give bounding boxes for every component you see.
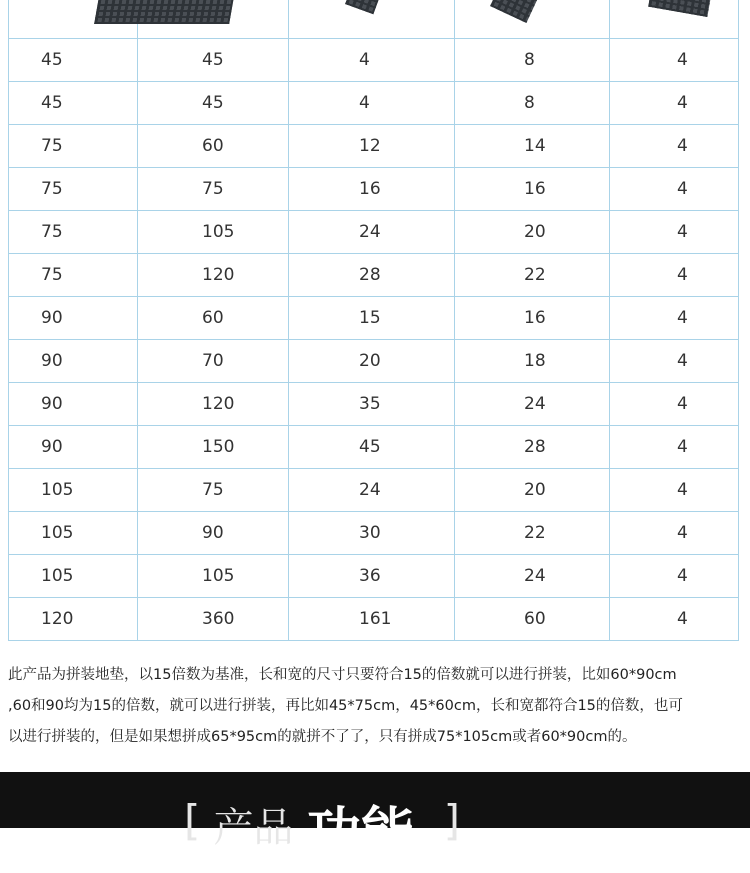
table-cell: 28 [289,254,455,297]
table-cell: 4 [610,340,739,383]
table-cell: 24 [455,555,610,598]
table-cell: 75 [9,125,138,168]
size-table [8,0,739,641]
bracket-left: [ [184,796,201,845]
table-cell: 75 [9,168,138,211]
table-cell: 60 [455,598,610,641]
table-row [9,512,739,555]
table-cell: 35 [289,383,455,426]
table-cell: 120 [138,254,289,297]
table-cell: 70 [138,340,289,383]
table-cell: 120 [9,598,138,641]
product-image-row [9,0,739,39]
table-cell: 75 [138,469,289,512]
table-cell: 105 [138,555,289,598]
mat-product-image [490,0,540,23]
product-image-cell [289,0,455,39]
table-cell: 4 [610,555,739,598]
table-cell: 161 [289,598,455,641]
table-cell: 45 [9,82,138,125]
table-row [9,254,739,297]
table-cell: 16 [455,297,610,340]
table-cell: 45 [289,426,455,469]
table-cell: 4 [610,426,739,469]
table-cell: 45 [9,39,138,82]
table-cell: 4 [610,82,739,125]
table-cell: 20 [455,211,610,254]
table-cell: 15 [289,297,455,340]
table-row [9,598,739,641]
table-row [9,383,739,426]
table-cell: 45 [138,82,289,125]
table-cell: 4 [610,39,739,82]
table-cell: 4 [610,125,739,168]
table-cell: 20 [289,340,455,383]
table-cell: 28 [455,426,610,469]
product-image-cell [610,0,739,39]
table-cell: 8 [455,82,610,125]
table-cell: 60 [138,125,289,168]
table-cell: 45 [138,39,289,82]
table-cell: 4 [610,254,739,297]
mat-product-image [345,0,383,14]
table-cell: 4 [610,383,739,426]
bracket-right: ] [443,796,461,845]
description-line: ,60和90均为15的倍数，就可以进行拼装，再比如45*75cm，45*60cm，长和宽都符合15的倍数，也可 [8,698,683,714]
table-row [9,469,739,512]
table-cell: 75 [138,168,289,211]
table-cell: 90 [138,512,289,555]
table-cell: 16 [455,168,610,211]
table-cell: 24 [289,211,455,254]
description-line: 此产品为拼装地垫，以15倍数为基准，长和宽的尺寸只要符合15的倍数就可以进行拼装，比如60*90cm [8,667,677,683]
description-text [8,660,748,753]
description-line: 以进行拼装的，但是如果想拼成65*95cm的就拼不了了，只有拼成75*105cm或者60*90cm的。 [8,729,637,745]
table-cell: 90 [9,383,138,426]
table-row [9,125,739,168]
table-cell: 22 [455,254,610,297]
table-cell: 4 [610,168,739,211]
table-cell: 20 [455,469,610,512]
section-banner [0,772,750,864]
table-cell: 12 [289,125,455,168]
table-cell: 4 [610,469,739,512]
table-cell: 36 [289,555,455,598]
table-row [9,555,739,598]
table-cell: 4 [610,297,739,340]
product-image-cell [455,0,610,39]
table-row [9,82,739,125]
banner-title-light: 产品 [213,805,294,851]
table-cell: 105 [9,512,138,555]
table-cell: 360 [138,598,289,641]
table-cell: 4 [610,211,739,254]
table-cell: 22 [455,512,610,555]
table-row [9,211,739,254]
table-cell: 90 [9,297,138,340]
banner-title-bold: 功能 [306,801,415,864]
table-row [9,39,739,82]
table-cell: 14 [455,125,610,168]
table-row [9,426,739,469]
table-cell: 4 [289,39,455,82]
product-image-cell [138,0,289,39]
table-cell: 60 [138,297,289,340]
mat-product-image [648,0,712,17]
table-cell: 105 [138,211,289,254]
table-cell: 4 [610,598,739,641]
table-cell: 30 [289,512,455,555]
table-cell: 8 [455,39,610,82]
table-row [9,297,739,340]
table-cell: 105 [9,469,138,512]
mat-product-image [94,0,237,24]
table-cell: 75 [9,254,138,297]
table-cell: 24 [289,469,455,512]
table-cell: 4 [610,512,739,555]
table-cell: 18 [455,340,610,383]
table-cell: 105 [9,555,138,598]
table-cell: 24 [455,383,610,426]
table-cell: 150 [138,426,289,469]
size-table-section [8,0,738,652]
table-cell: 90 [9,426,138,469]
table-cell: 90 [9,340,138,383]
table-row [9,168,739,211]
table-cell: 120 [138,383,289,426]
table-cell: 4 [289,82,455,125]
table-cell: 16 [289,168,455,211]
table-cell: 75 [9,211,138,254]
table-row [9,340,739,383]
